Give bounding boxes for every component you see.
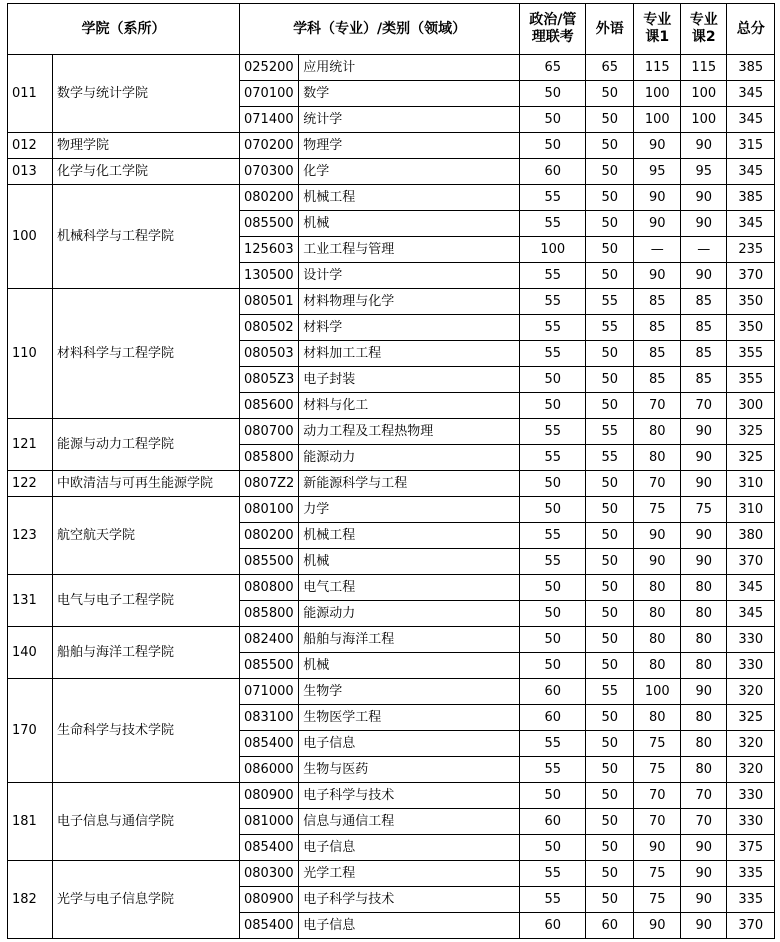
course1-score-cell: 80 xyxy=(634,601,681,627)
politics-score-cell: 50 xyxy=(520,107,586,133)
subject-name-cell: 动力工程及工程热物理 xyxy=(299,419,520,445)
total-score-cell: 345 xyxy=(727,211,775,237)
course2-score-cell: 90 xyxy=(681,471,727,497)
foreign-score-cell: 50 xyxy=(586,835,634,861)
subject-name-cell: 信息与通信工程 xyxy=(299,809,520,835)
header-course1: 专业课1 xyxy=(634,4,681,55)
total-score-cell: 310 xyxy=(727,471,775,497)
subject-code-cell: 085800 xyxy=(240,601,299,627)
course1-score-cell: 95 xyxy=(634,159,681,185)
foreign-score-cell: 50 xyxy=(586,341,634,367)
total-score-cell: 385 xyxy=(727,55,775,81)
header-politics: 政治/管理联考 xyxy=(520,4,586,55)
course1-score-cell: 90 xyxy=(634,263,681,289)
school-code-cell: 140 xyxy=(8,627,53,679)
foreign-score-cell: 50 xyxy=(586,367,634,393)
school-name-cell: 光学与电子信息学院 xyxy=(53,861,240,939)
subject-code-cell: 025200 xyxy=(240,55,299,81)
foreign-score-cell: 60 xyxy=(586,913,634,939)
course1-score-cell: 70 xyxy=(634,783,681,809)
school-name-cell: 物理学院 xyxy=(53,133,240,159)
subject-name-cell: 力学 xyxy=(299,497,520,523)
school-code-cell: 013 xyxy=(8,159,53,185)
school-name-cell: 中欧清洁与可再生能源学院 xyxy=(53,471,240,497)
course2-score-cell: 90 xyxy=(681,133,727,159)
politics-score-cell: 55 xyxy=(520,341,586,367)
subject-name-cell: 电子科学与技术 xyxy=(299,887,520,913)
politics-score-cell: 65 xyxy=(520,55,586,81)
course2-score-cell: 85 xyxy=(681,367,727,393)
politics-score-cell: 50 xyxy=(520,835,586,861)
politics-score-cell: 55 xyxy=(520,523,586,549)
course1-score-cell: 75 xyxy=(634,731,681,757)
politics-score-cell: 55 xyxy=(520,731,586,757)
course2-score-cell: 80 xyxy=(681,731,727,757)
subject-name-cell: 机械 xyxy=(299,549,520,575)
header-row xyxy=(8,4,775,55)
course2-score-cell: 90 xyxy=(681,211,727,237)
school-code-cell: 170 xyxy=(8,679,53,783)
header-foreign: 外语 xyxy=(586,4,634,55)
course2-score-cell: 80 xyxy=(681,601,727,627)
course2-score-cell: 90 xyxy=(681,679,727,705)
politics-score-cell: 50 xyxy=(520,393,586,419)
school-code-cell: 110 xyxy=(8,289,53,419)
course1-score-cell: 90 xyxy=(634,523,681,549)
subject-name-cell: 物理学 xyxy=(299,133,520,159)
politics-score-cell: 55 xyxy=(520,211,586,237)
school-name-cell: 航空航天学院 xyxy=(53,497,240,575)
course2-score-cell: 90 xyxy=(681,263,727,289)
subject-code-cell: 085400 xyxy=(240,913,299,939)
course2-score-cell: 80 xyxy=(681,627,727,653)
school-name-cell: 船舶与海洋工程学院 xyxy=(53,627,240,679)
subject-name-cell: 化学 xyxy=(299,159,520,185)
course2-score-cell: 90 xyxy=(681,549,727,575)
subject-code-cell: 081000 xyxy=(240,809,299,835)
foreign-score-cell: 50 xyxy=(586,887,634,913)
foreign-score-cell: 50 xyxy=(586,783,634,809)
course1-score-cell: 75 xyxy=(634,861,681,887)
politics-score-cell: 60 xyxy=(520,679,586,705)
foreign-score-cell: 50 xyxy=(586,133,634,159)
subject-code-cell: 070300 xyxy=(240,159,299,185)
politics-score-cell: 60 xyxy=(520,809,586,835)
table-row xyxy=(8,783,775,809)
course1-score-cell: 90 xyxy=(634,549,681,575)
subject-name-cell: 生物学 xyxy=(299,679,520,705)
politics-score-cell: 55 xyxy=(520,445,586,471)
foreign-score-cell: 50 xyxy=(586,237,634,263)
course1-score-cell: 80 xyxy=(634,575,681,601)
table-row xyxy=(8,575,775,601)
foreign-score-cell: 50 xyxy=(586,757,634,783)
subject-code-cell: 085600 xyxy=(240,393,299,419)
subject-code-cell: 0805Z3 xyxy=(240,367,299,393)
school-code-cell: 100 xyxy=(8,185,53,289)
total-score-cell: 345 xyxy=(727,107,775,133)
subject-code-cell: 080900 xyxy=(240,887,299,913)
politics-score-cell: 55 xyxy=(520,887,586,913)
course2-score-cell: 100 xyxy=(681,107,727,133)
course1-score-cell: 85 xyxy=(634,367,681,393)
course2-score-cell: 85 xyxy=(681,289,727,315)
course1-score-cell: 70 xyxy=(634,471,681,497)
course2-score-cell: 90 xyxy=(681,861,727,887)
total-score-cell: 315 xyxy=(727,133,775,159)
total-score-cell: 330 xyxy=(727,783,775,809)
subject-code-cell: 080502 xyxy=(240,315,299,341)
table-row xyxy=(8,185,775,211)
table-row xyxy=(8,627,775,653)
subject-name-cell: 统计学 xyxy=(299,107,520,133)
school-name-cell: 生命科学与技术学院 xyxy=(53,679,240,783)
total-score-cell: 350 xyxy=(727,315,775,341)
subject-name-cell: 电子信息 xyxy=(299,731,520,757)
total-score-cell: 370 xyxy=(727,263,775,289)
subject-name-cell: 能源动力 xyxy=(299,445,520,471)
foreign-score-cell: 55 xyxy=(586,445,634,471)
course2-score-cell: 90 xyxy=(681,913,727,939)
course2-score-cell: 90 xyxy=(681,445,727,471)
subject-code-cell: 080800 xyxy=(240,575,299,601)
politics-score-cell: 60 xyxy=(520,913,586,939)
subject-code-cell: 086000 xyxy=(240,757,299,783)
subject-code-cell: 085500 xyxy=(240,211,299,237)
table-row xyxy=(8,133,775,159)
subject-name-cell: 材料学 xyxy=(299,315,520,341)
subject-name-cell: 机械工程 xyxy=(299,185,520,211)
school-name-cell: 材料科学与工程学院 xyxy=(53,289,240,419)
politics-score-cell: 50 xyxy=(520,367,586,393)
politics-score-cell: 55 xyxy=(520,185,586,211)
course2-score-cell: 70 xyxy=(681,393,727,419)
politics-score-cell: 55 xyxy=(520,861,586,887)
header-school: 学院（系所） xyxy=(8,4,240,55)
subject-code-cell: 085400 xyxy=(240,835,299,861)
subject-name-cell: 电子科学与技术 xyxy=(299,783,520,809)
politics-score-cell: 55 xyxy=(520,419,586,445)
subject-code-cell: 082400 xyxy=(240,627,299,653)
course2-score-cell: 70 xyxy=(681,783,727,809)
total-score-cell: 355 xyxy=(727,341,775,367)
foreign-score-cell: 50 xyxy=(586,861,634,887)
foreign-score-cell: 50 xyxy=(586,185,634,211)
subject-name-cell: 电子封装 xyxy=(299,367,520,393)
subject-name-cell: 材料加工工程 xyxy=(299,341,520,367)
politics-score-cell: 55 xyxy=(520,263,586,289)
total-score-cell: 330 xyxy=(727,809,775,835)
subject-code-cell: 085400 xyxy=(240,731,299,757)
school-code-cell: 123 xyxy=(8,497,53,575)
subject-name-cell: 电气工程 xyxy=(299,575,520,601)
course1-score-cell: 85 xyxy=(634,315,681,341)
table-row xyxy=(8,419,775,445)
politics-score-cell: 50 xyxy=(520,783,586,809)
school-name-cell: 电气与电子工程学院 xyxy=(53,575,240,627)
total-score-cell: 370 xyxy=(727,913,775,939)
politics-score-cell: 55 xyxy=(520,315,586,341)
course1-score-cell: 80 xyxy=(634,627,681,653)
subject-name-cell: 生物与医药 xyxy=(299,757,520,783)
school-name-cell: 化学与化工学院 xyxy=(53,159,240,185)
course1-score-cell: 90 xyxy=(634,211,681,237)
total-score-cell: 325 xyxy=(727,419,775,445)
table-row xyxy=(8,471,775,497)
total-score-cell: 320 xyxy=(727,731,775,757)
school-code-cell: 182 xyxy=(8,861,53,939)
total-score-cell: 325 xyxy=(727,705,775,731)
subject-name-cell: 机械工程 xyxy=(299,523,520,549)
subject-name-cell: 设计学 xyxy=(299,263,520,289)
foreign-score-cell: 50 xyxy=(586,523,634,549)
politics-score-cell: 55 xyxy=(520,549,586,575)
subject-code-cell: 083100 xyxy=(240,705,299,731)
subject-name-cell: 能源动力 xyxy=(299,601,520,627)
foreign-score-cell: 50 xyxy=(586,159,634,185)
course1-score-cell: 75 xyxy=(634,497,681,523)
header-course2: 专业课2 xyxy=(681,4,727,55)
course2-score-cell: 80 xyxy=(681,757,727,783)
course2-score-cell: 80 xyxy=(681,575,727,601)
table-row xyxy=(8,159,775,185)
school-code-cell: 121 xyxy=(8,419,53,471)
foreign-score-cell: 50 xyxy=(586,627,634,653)
course2-score-cell: 75 xyxy=(681,497,727,523)
total-score-cell: 330 xyxy=(727,627,775,653)
subject-code-cell: 080700 xyxy=(240,419,299,445)
course2-score-cell: 85 xyxy=(681,315,727,341)
subject-code-cell: 085500 xyxy=(240,653,299,679)
foreign-score-cell: 50 xyxy=(586,809,634,835)
politics-score-cell: 50 xyxy=(520,471,586,497)
subject-name-cell: 新能源科学与工程 xyxy=(299,471,520,497)
politics-score-cell: 55 xyxy=(520,289,586,315)
subject-name-cell: 材料与化工 xyxy=(299,393,520,419)
foreign-score-cell: 55 xyxy=(586,289,634,315)
subject-code-cell: 070100 xyxy=(240,81,299,107)
course1-score-cell: 70 xyxy=(634,393,681,419)
subject-name-cell: 船舶与海洋工程 xyxy=(299,627,520,653)
table-row xyxy=(8,289,775,315)
course1-score-cell: 100 xyxy=(634,81,681,107)
total-score-cell: 310 xyxy=(727,497,775,523)
politics-score-cell: 60 xyxy=(520,705,586,731)
subject-name-cell: 材料物理与化学 xyxy=(299,289,520,315)
course2-score-cell: 90 xyxy=(681,887,727,913)
subject-code-cell: 080100 xyxy=(240,497,299,523)
subject-code-cell: 085800 xyxy=(240,445,299,471)
course1-score-cell: 90 xyxy=(634,185,681,211)
foreign-score-cell: 50 xyxy=(586,263,634,289)
school-code-cell: 012 xyxy=(8,133,53,159)
politics-score-cell: 50 xyxy=(520,575,586,601)
course1-score-cell: 80 xyxy=(634,445,681,471)
politics-score-cell: 50 xyxy=(520,497,586,523)
school-name-cell: 电子信息与通信学院 xyxy=(53,783,240,861)
subject-code-cell: 071400 xyxy=(240,107,299,133)
total-score-cell: 330 xyxy=(727,653,775,679)
subject-code-cell: 130500 xyxy=(240,263,299,289)
school-code-cell: 181 xyxy=(8,783,53,861)
subject-code-cell: 080200 xyxy=(240,523,299,549)
subject-name-cell: 光学工程 xyxy=(299,861,520,887)
course2-score-cell: 90 xyxy=(681,185,727,211)
course2-score-cell: 115 xyxy=(681,55,727,81)
school-name-cell: 机械科学与工程学院 xyxy=(53,185,240,289)
subject-code-cell: 080900 xyxy=(240,783,299,809)
total-score-cell: 300 xyxy=(727,393,775,419)
subject-code-cell: 080501 xyxy=(240,289,299,315)
total-score-cell: 345 xyxy=(727,159,775,185)
politics-score-cell: 50 xyxy=(520,627,586,653)
course1-score-cell: 80 xyxy=(634,705,681,731)
foreign-score-cell: 50 xyxy=(586,549,634,575)
subject-name-cell: 工业工程与管理 xyxy=(299,237,520,263)
foreign-score-cell: 50 xyxy=(586,731,634,757)
course1-score-cell: 115 xyxy=(634,55,681,81)
school-code-cell: 131 xyxy=(8,575,53,627)
score-table xyxy=(7,3,775,939)
subject-code-cell: 080200 xyxy=(240,185,299,211)
header-subject: 学科（专业）/类别（领域） xyxy=(240,4,520,55)
politics-score-cell: 50 xyxy=(520,601,586,627)
subject-code-cell: 125603 xyxy=(240,237,299,263)
course1-score-cell: 80 xyxy=(634,653,681,679)
course1-score-cell: 80 xyxy=(634,419,681,445)
course2-score-cell: — xyxy=(681,237,727,263)
subject-code-cell: 071000 xyxy=(240,679,299,705)
course1-score-cell: — xyxy=(634,237,681,263)
total-score-cell: 320 xyxy=(727,679,775,705)
subject-code-cell: 085500 xyxy=(240,549,299,575)
foreign-score-cell: 50 xyxy=(586,497,634,523)
course2-score-cell: 80 xyxy=(681,705,727,731)
table-row xyxy=(8,497,775,523)
table-row xyxy=(8,679,775,705)
foreign-score-cell: 50 xyxy=(586,575,634,601)
politics-score-cell: 60 xyxy=(520,159,586,185)
subject-name-cell: 机械 xyxy=(299,211,520,237)
total-score-cell: 345 xyxy=(727,601,775,627)
course2-score-cell: 80 xyxy=(681,653,727,679)
total-score-cell: 235 xyxy=(727,237,775,263)
subject-code-cell: 0807Z2 xyxy=(240,471,299,497)
subject-name-cell: 电子信息 xyxy=(299,835,520,861)
school-name-cell: 能源与动力工程学院 xyxy=(53,419,240,471)
politics-score-cell: 50 xyxy=(520,81,586,107)
foreign-score-cell: 50 xyxy=(586,471,634,497)
politics-score-cell: 50 xyxy=(520,133,586,159)
header-total: 总分 xyxy=(727,4,775,55)
subject-code-cell: 080503 xyxy=(240,341,299,367)
course1-score-cell: 90 xyxy=(634,835,681,861)
subject-code-cell: 080300 xyxy=(240,861,299,887)
course2-score-cell: 90 xyxy=(681,835,727,861)
foreign-score-cell: 55 xyxy=(586,419,634,445)
total-score-cell: 325 xyxy=(727,445,775,471)
subject-code-cell: 070200 xyxy=(240,133,299,159)
foreign-score-cell: 50 xyxy=(586,107,634,133)
course1-score-cell: 85 xyxy=(634,289,681,315)
course2-score-cell: 100 xyxy=(681,81,727,107)
course2-score-cell: 70 xyxy=(681,809,727,835)
course2-score-cell: 90 xyxy=(681,419,727,445)
total-score-cell: 375 xyxy=(727,835,775,861)
school-code-cell: 011 xyxy=(8,55,53,133)
total-score-cell: 370 xyxy=(727,549,775,575)
subject-name-cell: 应用统计 xyxy=(299,55,520,81)
course1-score-cell: 75 xyxy=(634,757,681,783)
politics-score-cell: 55 xyxy=(520,757,586,783)
politics-score-cell: 50 xyxy=(520,653,586,679)
total-score-cell: 350 xyxy=(727,289,775,315)
foreign-score-cell: 50 xyxy=(586,393,634,419)
school-name-cell: 数学与统计学院 xyxy=(53,55,240,133)
total-score-cell: 335 xyxy=(727,887,775,913)
course2-score-cell: 90 xyxy=(681,523,727,549)
course1-score-cell: 70 xyxy=(634,809,681,835)
politics-score-cell: 100 xyxy=(520,237,586,263)
table-row xyxy=(8,55,775,81)
total-score-cell: 345 xyxy=(727,81,775,107)
subject-name-cell: 数学 xyxy=(299,81,520,107)
foreign-score-cell: 50 xyxy=(586,211,634,237)
foreign-score-cell: 65 xyxy=(586,55,634,81)
total-score-cell: 355 xyxy=(727,367,775,393)
total-score-cell: 380 xyxy=(727,523,775,549)
total-score-cell: 345 xyxy=(727,575,775,601)
total-score-cell: 320 xyxy=(727,757,775,783)
course1-score-cell: 85 xyxy=(634,341,681,367)
subject-name-cell: 机械 xyxy=(299,653,520,679)
table-row xyxy=(8,861,775,887)
foreign-score-cell: 50 xyxy=(586,601,634,627)
total-score-cell: 335 xyxy=(727,861,775,887)
subject-name-cell: 生物医学工程 xyxy=(299,705,520,731)
foreign-score-cell: 50 xyxy=(586,653,634,679)
school-code-cell: 122 xyxy=(8,471,53,497)
foreign-score-cell: 50 xyxy=(586,81,634,107)
course1-score-cell: 75 xyxy=(634,887,681,913)
subject-name-cell: 电子信息 xyxy=(299,913,520,939)
course2-score-cell: 95 xyxy=(681,159,727,185)
total-score-cell: 385 xyxy=(727,185,775,211)
foreign-score-cell: 55 xyxy=(586,315,634,341)
course1-score-cell: 90 xyxy=(634,133,681,159)
course1-score-cell: 100 xyxy=(634,107,681,133)
course2-score-cell: 85 xyxy=(681,341,727,367)
foreign-score-cell: 50 xyxy=(586,705,634,731)
course1-score-cell: 100 xyxy=(634,679,681,705)
course1-score-cell: 90 xyxy=(634,913,681,939)
foreign-score-cell: 55 xyxy=(586,679,634,705)
